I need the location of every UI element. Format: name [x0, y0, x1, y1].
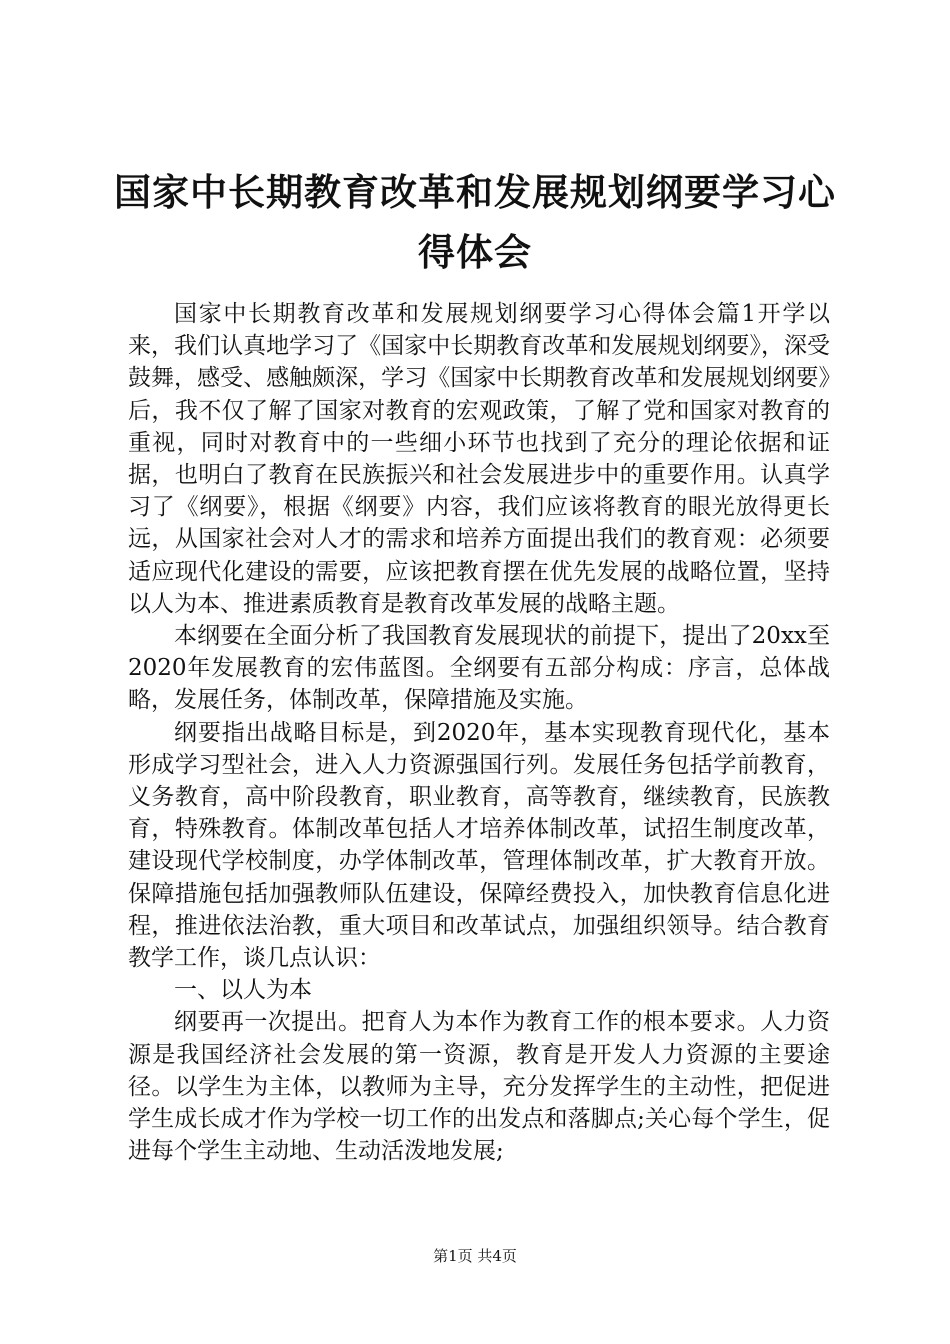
paragraph: 纲要再一次提出。把育人为本作为教育工作的根本要求。人力资源是我国经济社会发展的第一资源，教育是开发人力资源的主要途径。以学生为主体，以教师为主导，充分发挥学生的主动性，把促进学生成长成才作为学校一切工作的出发点和落脚点;关心每个学生，促进每个学生主动地、生动活泼地发展;: [128, 1009, 830, 1165]
document-title: 国家中长期教育改革和发展规划纲要学习心得体会: [114, 170, 836, 274]
paragraph: 本纲要在全面分析了我国教育发展现状的前提下，提出了20xx至2020年发展教育的宏伟蓝图。全纲要有五部分构成：序言，总体战略，发展任务，体制改革，保障措施及实施。: [128, 623, 830, 714]
paragraph: 国家中长期教育改革和发展规划纲要学习心得体会篇1开学以来，我们认真地学习了《国家中长期教育改革和发展规划纲要》，深受鼓舞，感受、感触颇深，学习《国家中长期教育改革和发展规划纲要》后，我不仅了解了国家对教育的宏观政策，了解了党和国家对教育的重视，同时对教育中的一些细小环节也找到了充分的理论依据和证据，也明白了教育在民族振兴和社会发展进步中的重要作用。认真学习了《纲要》，根据《纲要》内容，我们应该将教育的眼光放得更长远，从国家社会对人才的需求和培养方面提出我们的教育观：必须要适应现代化建设的需要，应该把教育摆在优先发展的战略位置，坚持以人为本、推进素质教育是教育改革发展的战略主题。: [128, 301, 830, 617]
paragraph: 纲要指出战略目标是，到2020年，基本实现教育现代化，基本形成学习型社会，进入人力资源强国行列。发展任务包括学前教育，义务教育，高中阶段教育，职业教育，高等教育，继续教育，民族教育，特殊教育。体制改革包括人才培养体制改革，试招生制度改革，建设现代学校制度，办学体制改革，管理体制改革，扩大教育开放。保障措施包括加强教师队伍建设，保障经费投入，加快教育信息化进程，推进依法治教，重大项目和改革试点，加强组织领导。结合教育教学工作，谈几点认识：: [128, 719, 830, 972]
document-body: [128, 298, 830, 1167]
section-heading: 一、以人为本: [174, 977, 312, 1004]
page-footer: 第1页 共4页: [433, 1247, 517, 1265]
